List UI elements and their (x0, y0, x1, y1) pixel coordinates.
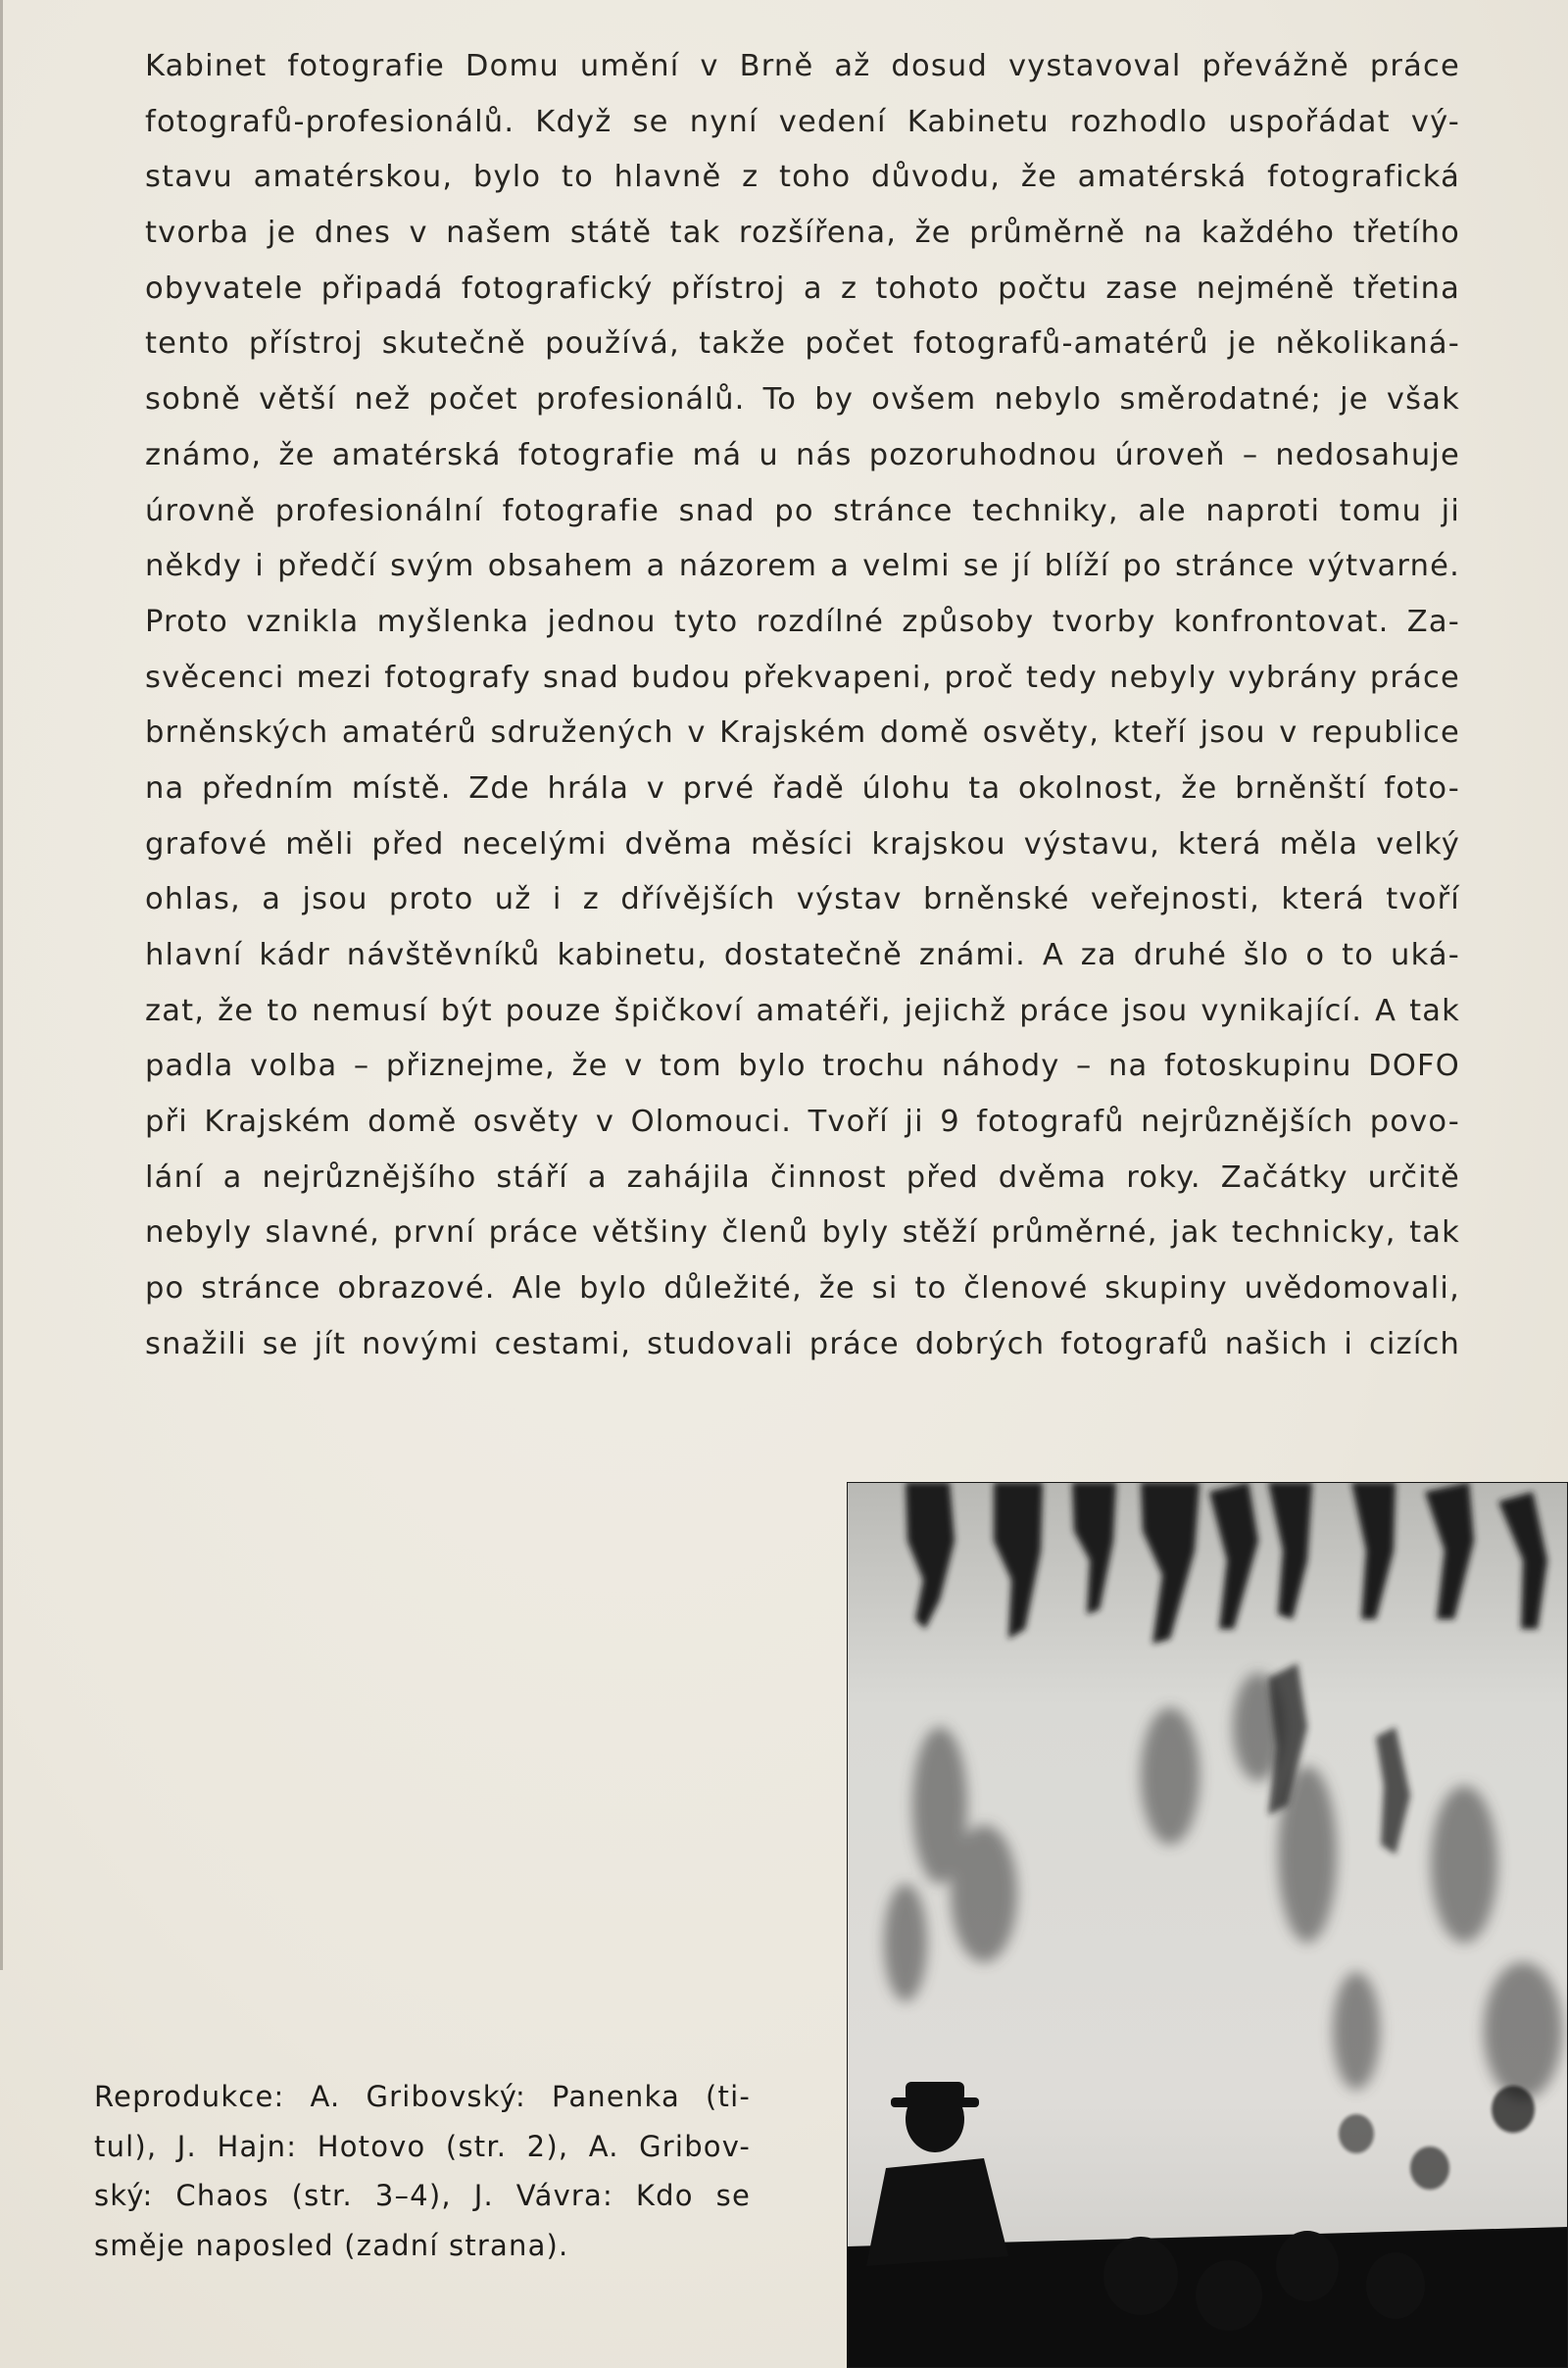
article-line: lání a nejrůznějšího stáří a zahájila činnost před dvěma roky. Začátky určitě (145, 1159, 1460, 1195)
article-line: zat, že to nemusí být pouze špičkoví amatéři, jejichž práce jsou vynikající. A tak (145, 993, 1460, 1028)
article-line: tvorba je dnes v našem státě tak rozšířena, že průměrně na každého třetího (145, 216, 1460, 251)
article-line: obyvatele připadá fotografický přístroj a z tohoto počtu zase nejméně třetina (145, 271, 1460, 306)
article-line: stavu amatérskou, bylo to hlavně z toho důvodu, že amatérská fotografická (145, 160, 1460, 195)
article-line: hlavní kádr návštěvníků kabinetu, dostatečně známi. A za druhé šlo o to uká- (145, 938, 1460, 972)
caption-line: ský: Chaos (str. 3–4), J. Vávra: Kdo se (94, 2179, 751, 2212)
article-line: po stránce obrazové. Ale bylo důležité, že si to členové skupiny uvědomovali, (145, 1271, 1460, 1307)
article-line: na předním místě. Zde hrála v prvé řadě úlohu ta okolnost, že brněnští foto- (145, 770, 1460, 806)
article-line: padla volba – přiznejme, že v tom bylo trochu náhody – na fotoskupinu DOFO (145, 1049, 1460, 1084)
article-line: úrovně profesionální fotografie snad po stránce techniky, ale naproti tomu ji (145, 493, 1460, 528)
article-line: svěcenci mezi fotografy snad budou překvapeni, proč tedy nebyly vybrány práce (145, 660, 1460, 695)
article-line: známo, že amatérská fotografie má u nás pozoruhodnou úroveň – nedosahuje (145, 437, 1460, 472)
skating-rink-photograph (847, 1482, 1568, 2368)
article-line: fotografů-profesionálů. Když se nyní vedení Kabinetu rozhodlo uspořádat vý- (145, 104, 1460, 139)
article-line: grafové měli před necelými dvěma měsíci krajskou výstavu, která měla velký (145, 826, 1460, 862)
article-line: brněnských amatérů sdružených v Krajském domě osvěty, kteří jsou v republice (145, 715, 1460, 751)
article-line: Proto vznikla myšlenka jednou tyto rozdílné způsoby tvorby konfrontovat. Za- (145, 604, 1460, 639)
article-line: snažili se jít novými cestami, studovali práce dobrých fotografů našich i cizích (145, 1326, 1460, 1361)
article-line: Kabinet fotografie Domu umění v Brně až dosud vystavoval převážně práce (145, 49, 1460, 83)
caption-line: tul), J. Hajn: Hotovo (str. 2), A. Gribov- (94, 2129, 751, 2163)
article-line: někdy i předčí svým obsahem a názorem a velmi se jí blíží po stránce výtvarné. (145, 549, 1460, 584)
article-line: sobně větší než počet profesionálů. To by ovšem nebylo směrodatné; je však (145, 382, 1460, 418)
caption-line: Reprodukce: A. Gribovský: Panenka (ti- (94, 2080, 751, 2113)
caption-line: směje naposled (zadní strana). (94, 2228, 569, 2262)
article-body (145, 39, 1460, 1373)
page-edge-shadow (0, 0, 3, 1970)
article-line: tento přístroj skutečně používá, takže počet fotografů-amatérů je několikaná- (145, 326, 1460, 362)
article-line: při Krajském domě osvěty v Olomouci. Tvoří ji 9 fotografů nejrůznějších povo- (145, 1105, 1460, 1140)
article-line: nebyly slavné, první práce většiny členů byly stěží průměrné, jak technicky, tak (145, 1215, 1460, 1251)
article-line: ohlas, a jsou proto už i z dřívějších výstav brněnské veřejnosti, která tvoří (145, 882, 1460, 917)
photo-credits-caption (94, 2072, 751, 2270)
